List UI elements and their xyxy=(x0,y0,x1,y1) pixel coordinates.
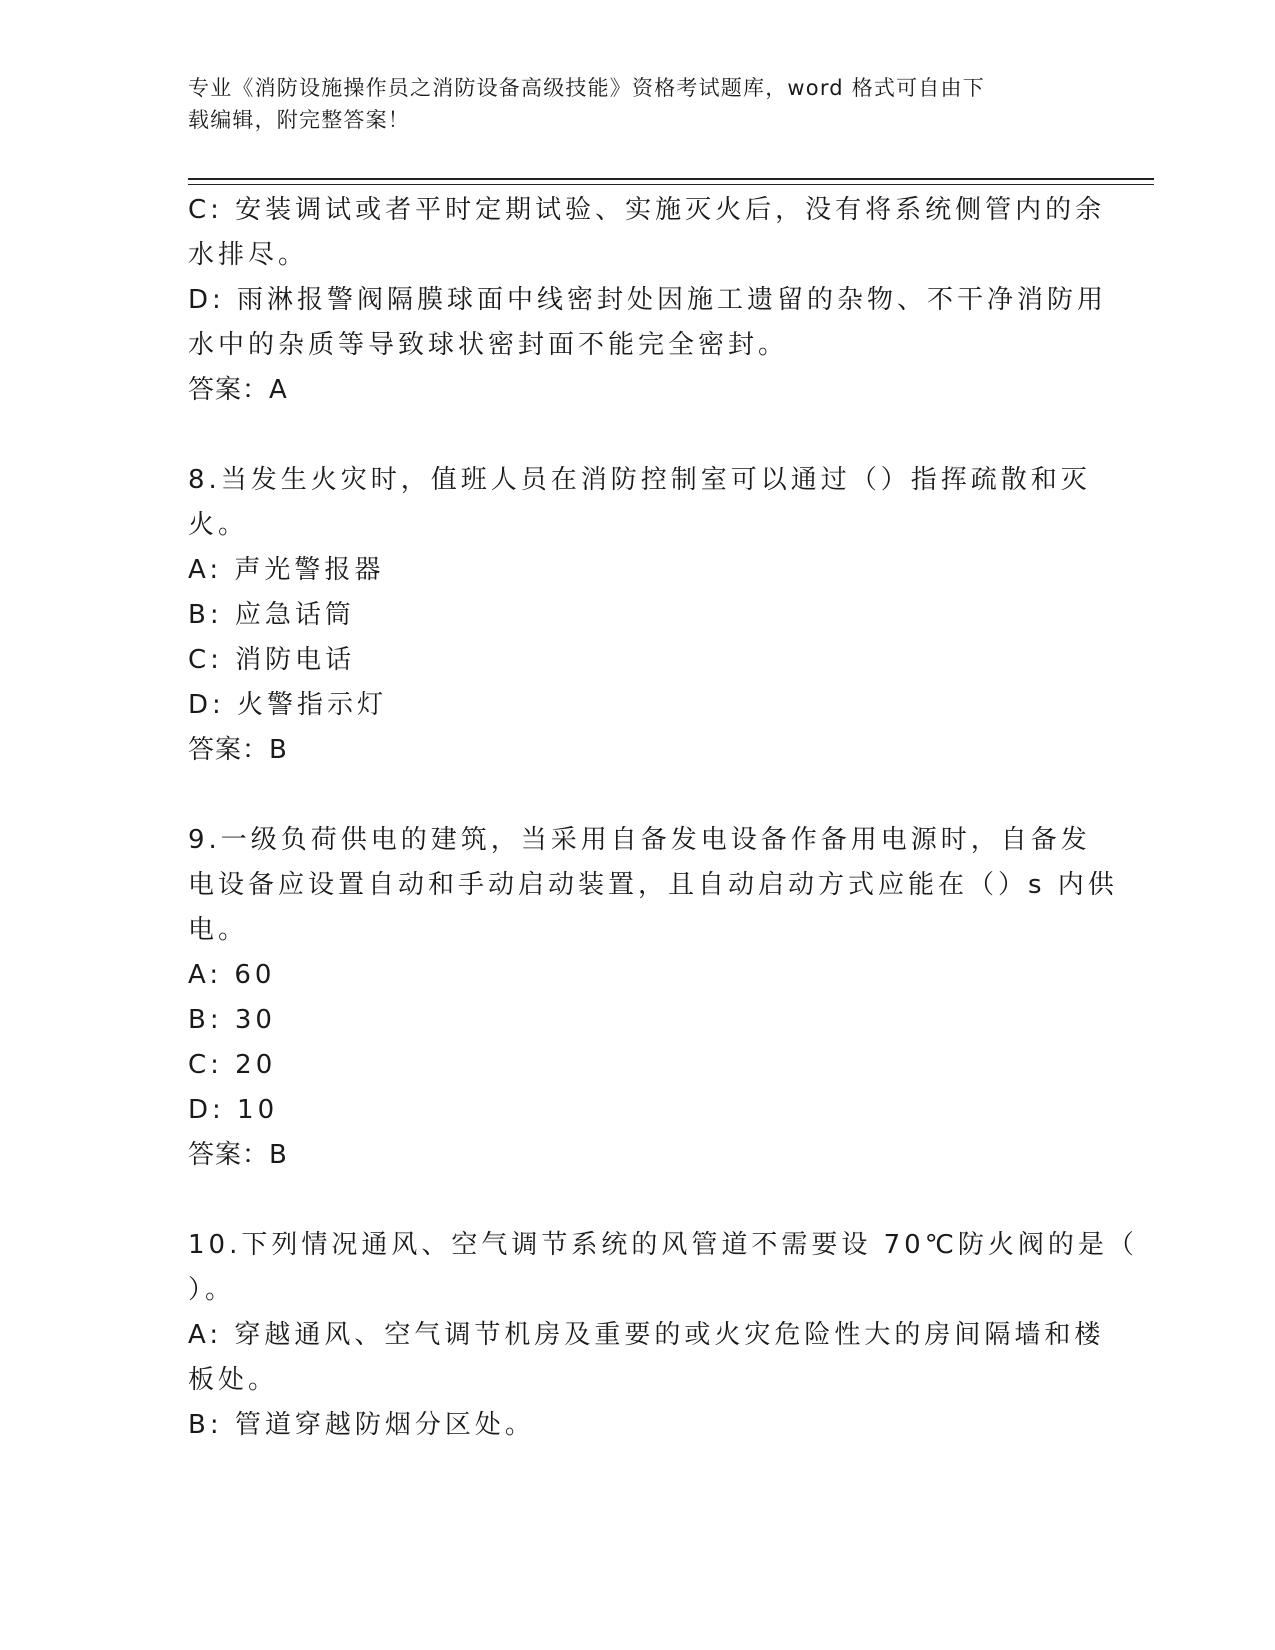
q8-option-b: B: 应急话筒 xyxy=(188,600,355,630)
q7-option-c-line-2: 水排尽。 xyxy=(188,240,309,270)
spacer xyxy=(188,1178,1088,1223)
q10-stem-line-2: ）。 xyxy=(188,1275,236,1305)
q8-stem-line-1: 8.当发生火灾时，值班人员在消防控制室可以通过（）指挥疏散和灭 xyxy=(188,465,1091,495)
q9-stem-line-1: 9.一级负荷供电的建筑，当采用自备发电设备作备用电源时，自备发 xyxy=(188,825,1091,855)
q10-option-a-line-1: A: 穿越通风、空气调节机房及重要的或火灾危险性大的房间隔墙和楼 xyxy=(188,1320,1105,1350)
q10-option-a-line-2: 板处。 xyxy=(188,1365,279,1395)
q9-option-a: A: 60 xyxy=(188,960,276,990)
header-line-1: 专业《消防设施操作员之消防设备高级技能》资格考试题库，word 格式可自由下 xyxy=(188,76,985,100)
q9-option-d: D: 10 xyxy=(188,1095,279,1125)
q7-option-d-line-2: 水中的杂质等导致球状密封面不能完全密封。 xyxy=(188,330,789,360)
header-rule-thick xyxy=(188,178,1154,180)
q8-option-d: D: 火警指示灯 xyxy=(188,690,388,720)
q8-option-c: C: 消防电话 xyxy=(188,645,356,675)
header-line-2: 载编辑，附完整答案！ xyxy=(188,108,410,132)
q9-option-c: C: 20 xyxy=(188,1050,277,1080)
q7-option-d-line-1: D: 雨淋报警阀隔膜球面中线密封处因施工遗留的杂物、不干净消防用 xyxy=(188,285,1108,315)
q7-option-c-line-1: C: 安装调试或者平时定期试验、实施灭火后，没有将系统侧管内的余 xyxy=(188,195,1106,225)
q8-stem-line-2: 火。 xyxy=(188,510,249,540)
q7-answer: 答案：A xyxy=(188,375,288,405)
document-header xyxy=(188,72,1068,136)
q8-option-a: A: 声光警报器 xyxy=(188,555,385,585)
header-rule-thin xyxy=(188,184,1154,185)
q9-option-b: B: 30 xyxy=(188,1005,276,1035)
question-content xyxy=(188,188,1138,1448)
q10-option-b: B: 管道穿越防烟分区处。 xyxy=(188,1410,535,1440)
q9-answer: 答案：B xyxy=(188,1140,288,1170)
q8-answer: 答案：B xyxy=(188,735,288,765)
spacer xyxy=(188,413,1088,458)
q9-stem-line-2: 电设备应设置自动和手动启动装置，且自动启动方式应能在（）s 内供 xyxy=(188,870,1118,900)
spacer xyxy=(188,773,1088,818)
q9-stem-line-3: 电。 xyxy=(188,915,249,945)
q10-stem-line-1: 10.下列情况通风、空气调节系统的风管道不需要设 70℃防火阀的是（ xyxy=(188,1230,1138,1260)
